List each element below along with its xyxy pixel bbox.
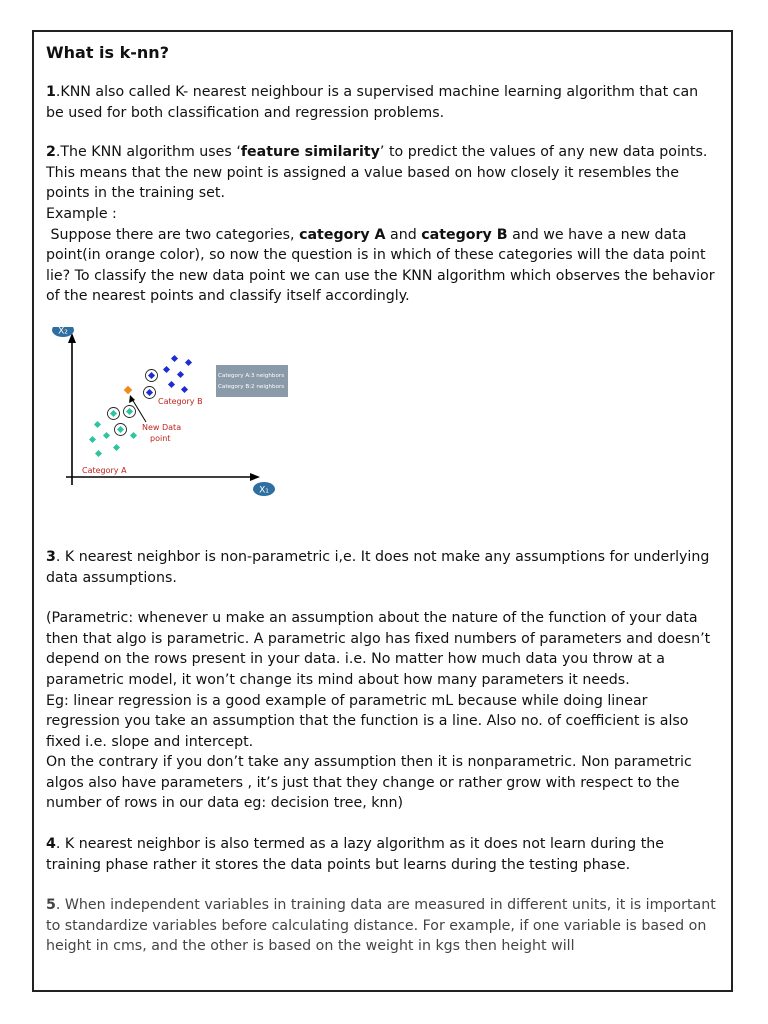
point-b <box>185 359 192 366</box>
paragraph-2: 2.The KNN algorithm uses ‘feature similarity’ to predict the values of any new data points. This means that the new point is assigned a value based on how closely it resembles the points in the training set. Example : Suppose there are two categories, category A and category B and we have a new data point(in orange color), so now the question is in which of these categories will the data point lie? To classify the new data point we can use the KNN algorithm which observes the behavior of the nearest points and classify itself accordingly. <box>46 144 715 305</box>
item-number: 1 <box>46 84 56 100</box>
category-b-label: Category B <box>158 396 203 406</box>
x-axis-arrow <box>250 473 260 481</box>
parametric-note: (Parametric: whenever u make an assumption about the nature of the function of your data then that algo is parametric. A parametric algo has fixed numbers of parameters and doesn’t depend on the rows present in your data. i.e. No matter how much data you throw at a parametric model, it won’t change its mind about how many parameters it needs. Eg: linear regression is a good example of parametric mL because while doing linear regression you take an assumption that the function is a line. Also no. of coefficient is also fixed i.e. slope and intercept. On the contrary if you don’t take any assumption then it is nonparametric. Non parametric algos also have parameters , it’s just that they change or rather grow with respect to the number of rows in our data eg: decision tree, knn) <box>46 610 711 812</box>
knn-diagram <box>46 327 346 517</box>
example-label: Example : <box>46 205 117 222</box>
point-a <box>113 444 120 451</box>
paragraph-3: 3. K nearest neighbor is non-parametric i,e. It does not make any assumptions for underlying data assumptions. <box>46 548 710 586</box>
point-a <box>95 450 102 457</box>
knn-illustration <box>46 327 346 517</box>
bold-term: feature similarity <box>240 144 380 161</box>
item-number: 2 <box>46 144 56 161</box>
y-axis-label: X₂ <box>58 326 68 337</box>
point-a <box>130 432 137 439</box>
new-data-point <box>124 386 132 394</box>
point-b <box>163 366 170 373</box>
paragraph-5: 5. When independent variables in training data are measured in different units, it is important to standardize variables before calculating distance. For example, if one variable is based on height in cms, and the other is based on the weight in kgs then height will <box>46 897 716 955</box>
point-b <box>168 381 175 388</box>
new-point-arrow <box>132 399 146 422</box>
point-a <box>126 408 133 415</box>
item-number: 3 <box>46 548 56 565</box>
paragraph-1: 1.KNN also called K- nearest neighbour is a supervised machine learning algorithm that can be used for both classification and regression problems. <box>46 84 699 121</box>
legend-line-1: Category A:3 neighbors <box>218 372 285 379</box>
x-axis-label: X₁ <box>259 485 269 496</box>
point-a <box>94 421 101 428</box>
legend-box <box>216 365 288 397</box>
paragraph-4: 4. K nearest neighbor is also termed as a lazy algorithm as it does not learn during the training phase rather it stores the data points but learns during the testing phase. <box>46 836 664 873</box>
new-point-label-2: point <box>150 433 171 443</box>
document-body <box>46 42 718 957</box>
point-a <box>89 436 96 443</box>
point-b <box>181 386 188 393</box>
category-b-points <box>146 355 192 396</box>
item-number: 4 <box>46 836 56 853</box>
category-a-points <box>89 408 137 457</box>
bold-term: category A <box>299 226 386 243</box>
category-a-label: Category A <box>82 465 127 475</box>
new-point-label: New Data <box>142 422 182 432</box>
point-b <box>146 389 153 396</box>
point-b <box>148 372 155 379</box>
point-b <box>177 371 184 378</box>
point-a <box>110 410 117 417</box>
bold-term: category B <box>421 226 508 243</box>
item-number: 5 <box>46 897 56 914</box>
point-a <box>117 426 124 433</box>
legend-line-2: Category B:2 neighbors <box>218 383 285 390</box>
point-a <box>103 432 110 439</box>
point-b <box>171 355 178 362</box>
page-title: What is k-nn? <box>46 43 169 62</box>
